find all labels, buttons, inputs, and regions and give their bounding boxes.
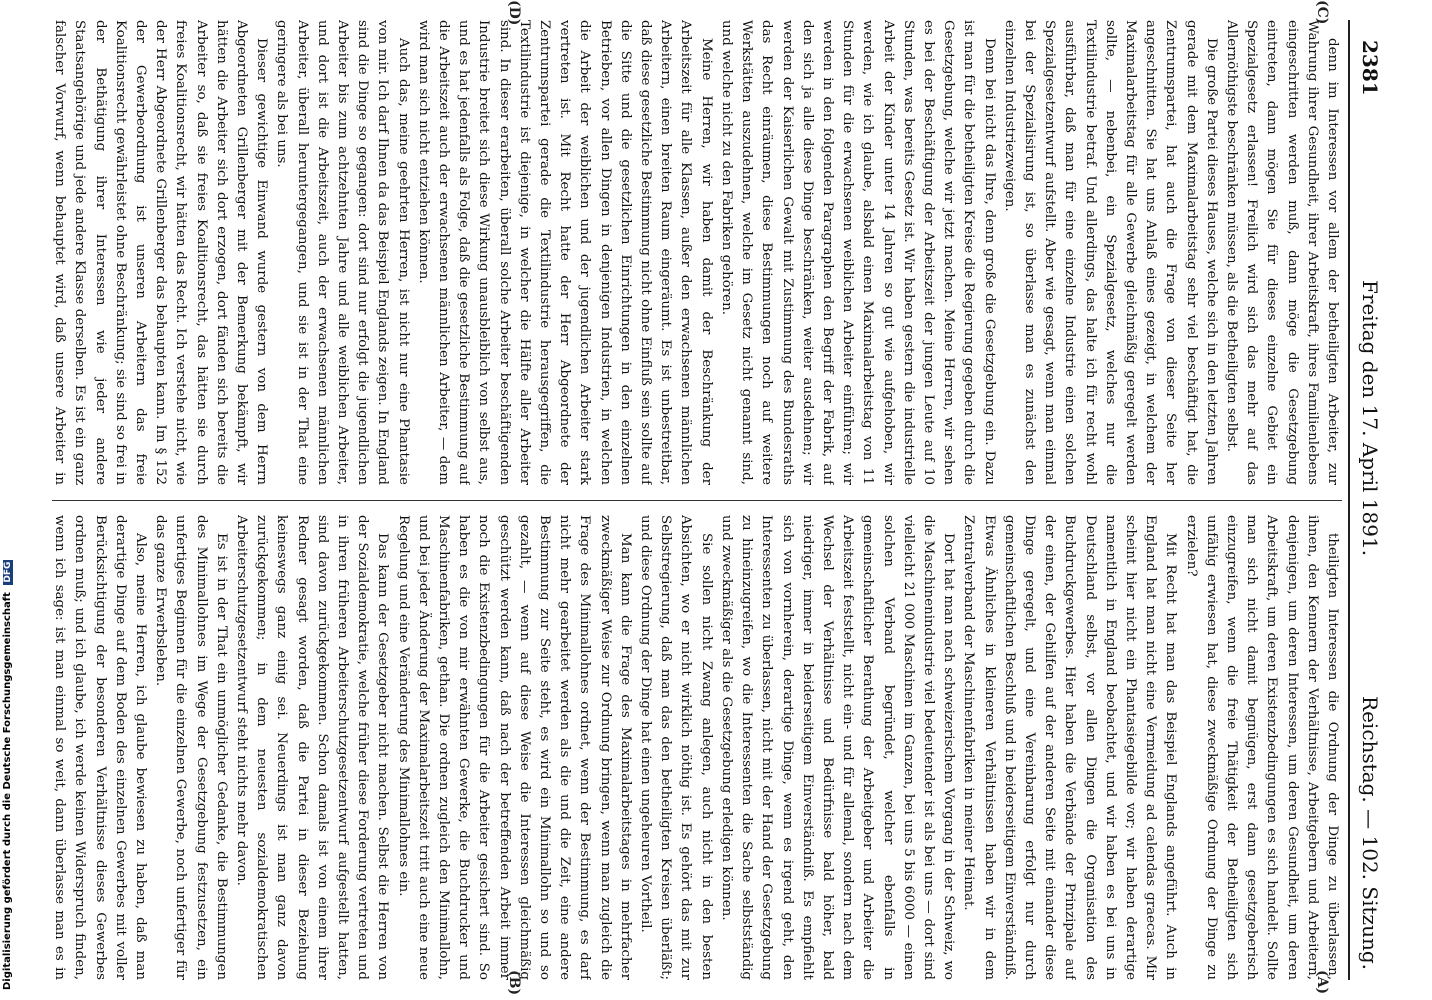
rotated-content [30, 0, 1390, 996]
paragraph: Dort hat man nach schweizerischem Vorgang in der Schweiz, wo die Maschinenindustrie viel bedeutender ist als bei uns — dort sind vielleicht 21 000 Maschinen im Ganzen, bei uns 5 bis 6000 — einen solchen Verband begründet, welcher ebenfalls in gemeinschaftlicher Berathung der Arbeitgeber und Arbeiter die Arbeitszeit feststellt, nicht ein- und für allemal, sondern nach dem Wechsel der Verhältnisse und Bedürfnisse bald höher, bald niedriger, immer in beiderseitigem Einverständniß. Es empfiehlt sich von vornherein, derartige Dinge, wenn es irgend geht, den Interessenten zu überlassen, nicht mit der Hand der Gesetzgebung zu hineinzugreifen, wo die Interessenten die Sache selbstständig und zweckmäßiger als die Gesetzgebung erledigen können. [718, 515, 957, 980]
paragraph: theiligten Interessen die Ordnung der Dinge zu überlassen, ihnen, den Kennern der Verhältnisse, Arbeitgebern und Arbeitern, denjenigen, um deren Interessen, um deren Gesundheit, um deren Arbeitskraft, um deren Existenzbedingungen es sich handelt. Sollte man sich nicht damit begnügen, erst dann gesetzgeberisch einzugreifen, wenn die freie Thätigkeit der Betheiligten sich unfähig erwiesen hat, diese zweckmäßige Ordnung der Dinge zu erzielen? [1183, 515, 1340, 980]
paragraph: Es ist in der That ein unmöglicher Gedanke, die Bestimmungen des Minimallohnes im Wege der Gesetzgebung festzusetzen, ein unfertiges Beginnen für die einzelnen Gewerbe, noch unfertiger für das ganze Erwerbsleben. [153, 515, 229, 980]
session-title: Reichstag. — 102. Sitzung. [1358, 696, 1382, 970]
paragraph: Dieser gewichtige Einwand wurde gestern von dem Herrn Abgeordneten Grillenberger mit der Bemerkung bekämpft, wir hätten die Arbeiter sich dort erzogen, dort fänden sich bereits die Arbeiter so, daß sie freies Koalitionsrecht, das hätten sie durch freies Koalitionsrecht, wir hätten das Recht. Ich verstehe nicht, wie der Herr Abgeordnete Grillenberger das behaupten kann. Im § 152 der Gewerbeordnung ist unseren Arbeitern das freie Koalitionsrecht gewährleistet ohne Beschränkung; sie sind so frei in der Bethätigung ihrer Interessen wie jeder andere Staatsangehörige und jede andere Klasse derselben. Es ist ein ganz falscher Vorwurf, wenn behauptet wird, daß unsere Arbeiter in [52, 20, 270, 485]
margin-marker-b: (B) [506, 970, 522, 996]
dfg-logo: DFG [3, 561, 13, 583]
digitization-credit [2, 0, 13, 990]
paragraph: Auch das, meine geehrten Herren, ist nicht nur eine Phantasie von mir. Ich darf Ihnen da das Beispiel Englands zeigen. In England sind die Dinge so gegangen: dort sind nur erfolgt die jugendlichen Arbeiter bis zum achtzehnten Jahre und alle weiblichen Arbeiter, und dort ist die Arbeitszeit, auch der erwachsenen männlichen Arbeiter, überall heruntergegangen, und sie ist in der That eine geringere als bei uns. [274, 20, 411, 485]
paragraph: Meine Herren, wir haben damit der Beschränkung der Arbeitszeit für alle Klassen, außer den erwachsenen männlichen Arbeitern, einen breiten Raum eingeräumt. Es ist unbestreitbar, daß diese gesetzliche Bestimmung nicht ohne Einfluß sein sollte auf die Sitte und die gesetzlichen Einrichtungen in den einzelnen Betrieben, vor allen Dingen in denjenigen Industrien, in welchen die Arbeit der weiblichen und der jugendlichen Arbeiter stark vertreten ist. Mit Recht hatte der Herr Abgeordnete der Zentrumspartei gerade die Textilindustrie herausgegriffen, die Textilindustrie ist diejenige, in welcher die Hälfte aller Arbeiter sind. In dieser erarbeiten, überall solche Arbeiter beschäftigenden Industrie breitet sich diese Wirkung unausbleiblich von selbst aus, und es hat jedenfalls als Folge, daß die gesetzliche Bestimmung auf die Arbeitszeit auch der erwachsenen männlichen Arbeiter, — dem wird man sich nicht entziehen können. [415, 20, 714, 485]
column-right-side [52, 20, 1342, 485]
margin-marker-a: (A) [1314, 970, 1330, 995]
session-date: Freitag den 17. April 1891. [1358, 280, 1382, 557]
paragraph: Sie sollen nicht Zwang anlegen, auch nicht in den besten Absichten, wo er nicht wirklich nöthig ist. Es gehört das mit zur Selbstregierung, daß man das den betheiligten Kreisen überläßt; und diese Ordnung der Dinge hat einen ungeheuren Vortheil. [638, 515, 714, 980]
column-divider [52, 500, 1342, 501]
text-columns [52, 0, 1342, 996]
digitization-credit-text: Digitalisierung gefördert durch die Deutsche Forschungsgemeinschaft [2, 592, 13, 990]
paragraph: Die große Partei dieses Hauses, welche sich in den letzten Jahren gerade mit dem Maximalarbeitstag sehr viel beschäftigt hat, die Zentrumspartei, hat auch die Frage von dieser Seite her angeschnitten. Sie hat uns Anlaß eines gezeigt, in welchem der Maximalarbeitstag für alle Gewerbe gleichmäßig geregelt werden sollte, — nebenbei, ein Spezialgesetz, welches nur die Textilindustrie betraf. Und allerdings, das halte ich für recht wohl ausführbar, daß man für eine einzelne Industrie einen solchen Spezialgesetzentwurf aufstellt. Aber wie gesagt, wenn man einmal bei der Spezialisirung ist, so überlasse man es zunächst den einzelnen Industriezweigen. [1001, 20, 1219, 485]
paragraph: Das kann der Gesetzgeber nicht machen. Selbst die Herren von der Sozialdemokratie, welche früher diese Forderung vertreten und in ihren früheren Arbeiterschutzgesetzentwurf aufgestellt hatten, sind davon zurückgekommen. Schon damals ist von einem ihrer Redner gesagt worden, daß die Partei in dieser Beziehung keineswegs ganz einig sei. Neuerdings ist man ganz davon zurückgekommen; in dem neuesten sozialdemokratischen Arbeiterschutzgesetzentwurf steht nichts mehr davon. [234, 515, 391, 980]
paragraph: denn im Interessen vor allem der betheiligten Arbeiter, zur Wahrung ihrer Gesundheit, ihrer Arbeitskraft, ihres Familienlebens eingeschritten werden muß, dann möge die Gesetzgebung eintreten, dann mögen Sie für dieses einzelne Gebiet ein Spezialgesetz erlassen! Freilich wird sich das mehr auf das Allernöthigste beschränken müssen, als die Betheiligten selbst. [1223, 20, 1340, 485]
paragraph: Man kann die Frage des Maximalarbeitstages in mehrfacher zweckmäßiger Weise zur Ordnung bringen, wenn man zugleich die Frage des Minimallohnes ordnet, wenn der Bestimmung, es darf nicht mehr gearbeitet werden als die und die Zeit, eine andere Bestimmung zur Seite steht, es wird ein Minimallohn so und so gezahlt, — wenn auf diese Weise die Interessen gleichmäßig geschützt werden kann, daß nach der betreffenden Arbeit immer noch die Existenzbedingungen für die Arbeiter gesichert sind. So haben es die von mir erwähnten Gewerke, die Buchdrucker und Maschinenfabriken, gethan. Die ordnen zugleich den Minimallohn, und bei jeder Änderung der Maximalarbeitszeit tritt auch eine neue Regelung und eine Veränderung des Minimallohnes ein. [395, 515, 633, 980]
margin-marker-c: (C) [1314, 0, 1330, 25]
column-left-side [52, 515, 1342, 980]
margin-marker-d: (D) [506, 0, 522, 26]
digitization-sidebar [0, 0, 14, 1000]
page-header [1348, 20, 1390, 980]
paragraph: Mit Recht hat man das Beispiel Englands angeführt. Auch in England hat man nicht eine Vermeidung ad calendas graecas. Mir scheint hier nicht ein Phantasiegebilde vor; wir haben derartige namentlich in England beobachtet, und wir haben es bei uns in Deutschland selbst, vor allen Dingen die Organisation des Buchdruckgewerbes. Hier haben die Verbände der Prinzipale auf der einen, der Gehilfen auf der anderen Seite mit einander diese Dinge geregelt, und eine Vereinbarung erfolgt nur durch gemeinschaftlichen Beschluß und in beiderseitigem Einverständniß. Etwas Ähnliches in kleineren Verhältnissen haben wir in dem Zentralverband der Maschinenfabriken in meiner Heimat. [961, 515, 1179, 980]
paragraph: Denn bei nicht das Ihre, denn große die Gesetzgebung ein. Dazu ist man für die betheiligten Kreise die Regierung gegeben durch die Gesetzgebung, welche wir jetzt machen. Meine Herren, wir sehen es bei der Beschäftigung der Arbeitszeit der jungen Leute auf 10 Stunden, was bereits Gesetz ist. Wir haben gestern die industrielle Arbeit der Kinder unter 14 Jahren so gut wie aufgehoben, wir werden, wie ich glaube, alsbald einen Maximalarbeitstag von 11 Stunden für die erwachsenen weiblichen Arbeiter einführen; wir werden in den folgenden Paragraphen den Begriff der Fabrik, auf den sich ja alle diese Dinge beschränken, weiter ausdehnen; wir werden der Kaiserlichen Gewalt mit Zustimmung des Bundesraths das Recht einräumen, diese Bestimmungen noch auf weitere Werkstätten auszudehnen, welche im Gesetz nicht genannt sind, und welche nicht zu den Fabriken gehören. [718, 20, 997, 485]
paragraph: Also, meine Herren, ich glaube bewiesen zu haben, daß man derartige Dinge auf dem Boden des einzelnen Gewerbes mit voller Berücksichtigung der besonderen Verhältnisse dieses Gewerbes ordnen muß; und ich glaube, ich werde keinen Widerspruch finden, wenn ich sage: ist man einmal so weit, dann überlasse man es in [52, 515, 149, 980]
page-number: 2381 [1358, 40, 1382, 96]
